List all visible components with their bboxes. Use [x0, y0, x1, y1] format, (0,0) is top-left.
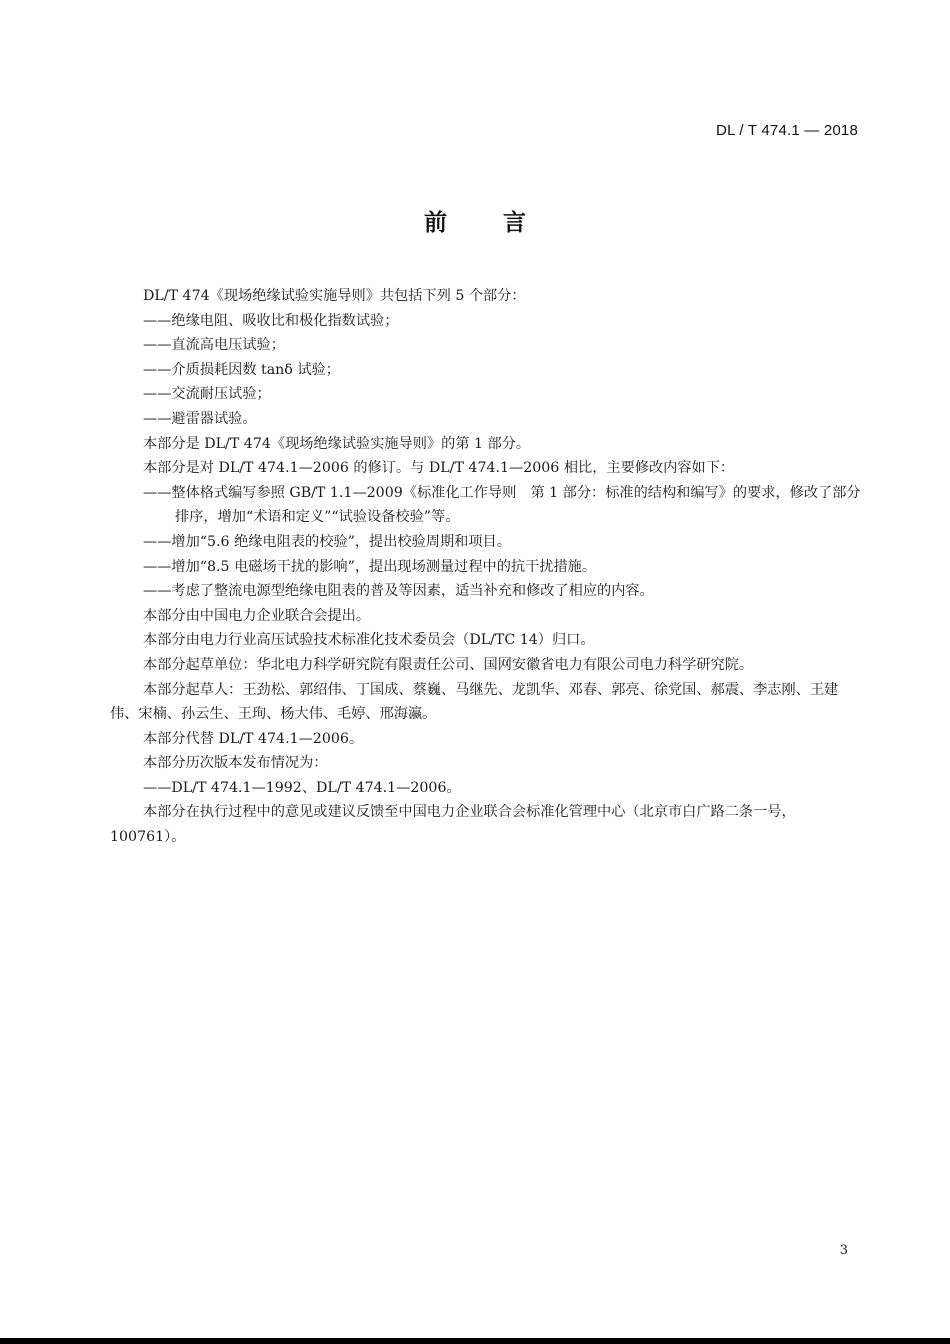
paragraph: 本部分由电力行业高压试验技术标准化技术委员会（DL/TC 14）归口。 [143, 632, 595, 649]
list-item: ——考虑了整流电源型绝缘电阻表的普及等因素，适当补充和修改了相应的内容。 [143, 583, 654, 600]
page-title: 前言 [424, 210, 582, 236]
paragraph: 本部分起草单位：华北电力科学研究院有限责任公司、国网安徽省电力有限公司电力科学研究院。 [143, 656, 754, 673]
list-item: ——DL/T 474.1—1992、DL/T 474.1—2006。 [143, 779, 461, 796]
paragraph: 本部分历次版本发布情况为： [143, 755, 328, 772]
list-item: ——整体格式编写参照 GB/T 1.1—2009《标准化工作导则 第 1 部分：标准的结构和编写》的要求，修改了部分排序，增加“术语和定义”“试验设备校验”等。 [143, 484, 861, 526]
list-item: ——增加“5.6 绝缘电阻表的校验”，提出校验周期和项目。 [143, 533, 511, 550]
list-item: ——交流耐压试验； [143, 386, 271, 403]
bottom-edge-bar [0, 1338, 950, 1344]
paragraph: 本部分在执行过程中的意见或建议反馈至中国电力企业联合会标准化管理中心（北京市白广路二条一号，100761）。 [110, 804, 796, 846]
standard-code: DL / T 474.1 — 2018 [716, 122, 858, 139]
paragraph: 本部分是 DL/T 474《现场绝缘试验实施导则》的第 1 部分。 [143, 435, 531, 452]
list-item: ——介质损耗因数 tanδ 试验； [143, 361, 340, 378]
paragraph: 本部分是对 DL/T 474.1—2006 的修订。与 DL/T 474.1—2006 相比，主要修改内容如下： [143, 460, 735, 477]
paragraph: DL/T 474《现场绝缘试验实施导则》共包括下列 5 个部分： [143, 288, 526, 304]
foreword-body [110, 284, 862, 850]
paragraph: 本部分代替 DL/T 474.1—2006。 [143, 730, 364, 747]
list-item: ——绝缘电阻、吸收比和极化指数试验； [143, 312, 399, 329]
list-item: ——避雷器试验。 [143, 410, 257, 427]
paragraph: 本部分由中国电力企业联合会提出。 [143, 607, 371, 624]
list-item: ——直流高电压试验； [143, 337, 285, 354]
list-item: ——增加“8.5 电磁场干扰的影响”，提出现场测量过程中的抗干扰措施。 [143, 558, 597, 575]
page-number: 3 [839, 1243, 848, 1258]
paragraph: 本部分起草人：王劲松、郭绍伟、丁国成、蔡巍、马继先、龙凯华、邓春、郭亮、徐党国、郝震、李志刚、王建伟、宋楠、孙云生、王珣、杨大伟、毛婷、邢海瀛。 [110, 681, 839, 723]
